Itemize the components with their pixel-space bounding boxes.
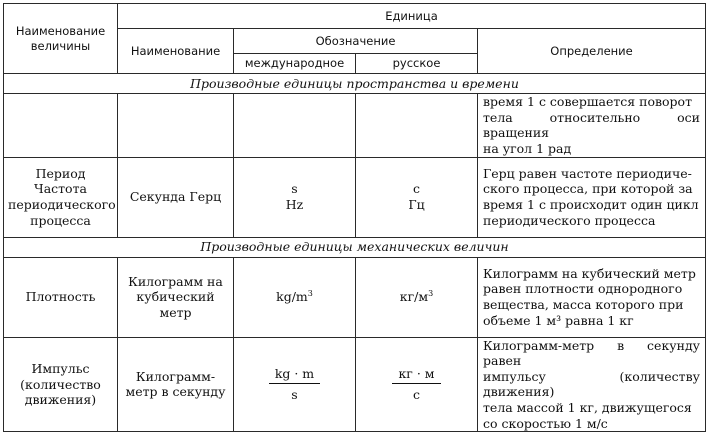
section-space-time: Производные единицы пространства и времени [4,74,706,94]
density-rus: $кг/м^3$ [356,257,478,337]
momentum-unit-name: Килограмм-метр в секунду [118,337,234,432]
momentum-definition: Килограмм-метр в секунду равен импульсу (количеству движения) тела массой 1 кг, движущегося со скоростью 1 м/с [478,337,706,432]
density-intl: $kg/m^3$ [234,257,356,337]
units-table [3,3,706,432]
header-russian: русское [356,54,478,74]
header-definition: Определение [478,29,706,74]
top-intl-cell [234,94,356,158]
momentum-intl [234,337,356,432]
period-definition: Герц равен частоте периодиче- ского процесса, при которой за время 1 с происходит один цикл периодического процесса [478,157,706,237]
period-rus: с Гц [356,157,478,237]
density-unit-name: Килограмм на кубический метр [118,257,234,337]
top-quantity-cell [4,94,118,158]
header-unit: Единица [118,4,706,29]
period-intl: s Hz [234,157,356,237]
momentum-rus-fraction: $\frac{кг \cdot м}{с}$ [392,366,440,403]
top-rus-cell [356,94,478,158]
period-unit-name: Секунда Герц [118,157,234,237]
header-international: международное [234,54,356,74]
momentum-rus [356,337,478,432]
section-mechanical: Производные единицы механических величин [4,237,706,257]
header-quantity-name: Наименование величины [4,4,118,74]
period-quantity: Период Частота периодического процесса [4,157,118,237]
top-unit-cell [118,94,234,158]
momentum-quantity: Импульс (количество движения) [4,337,118,432]
top-definition: время 1 с совершается поворот тела относительно оси вращения на угол 1 рад [478,94,706,158]
header-unit-name: Наименование [118,29,234,74]
momentum-intl-fraction: $\frac{kg \cdot m}{s}$ [269,366,320,403]
density-definition: Килограмм на кубический метр равен плотности однородного вещества, масса которого при объеме 1 м³ равна 1 кг [478,257,706,337]
density-quantity: Плотность [4,257,118,337]
header-designation: Обозначение [234,29,478,54]
